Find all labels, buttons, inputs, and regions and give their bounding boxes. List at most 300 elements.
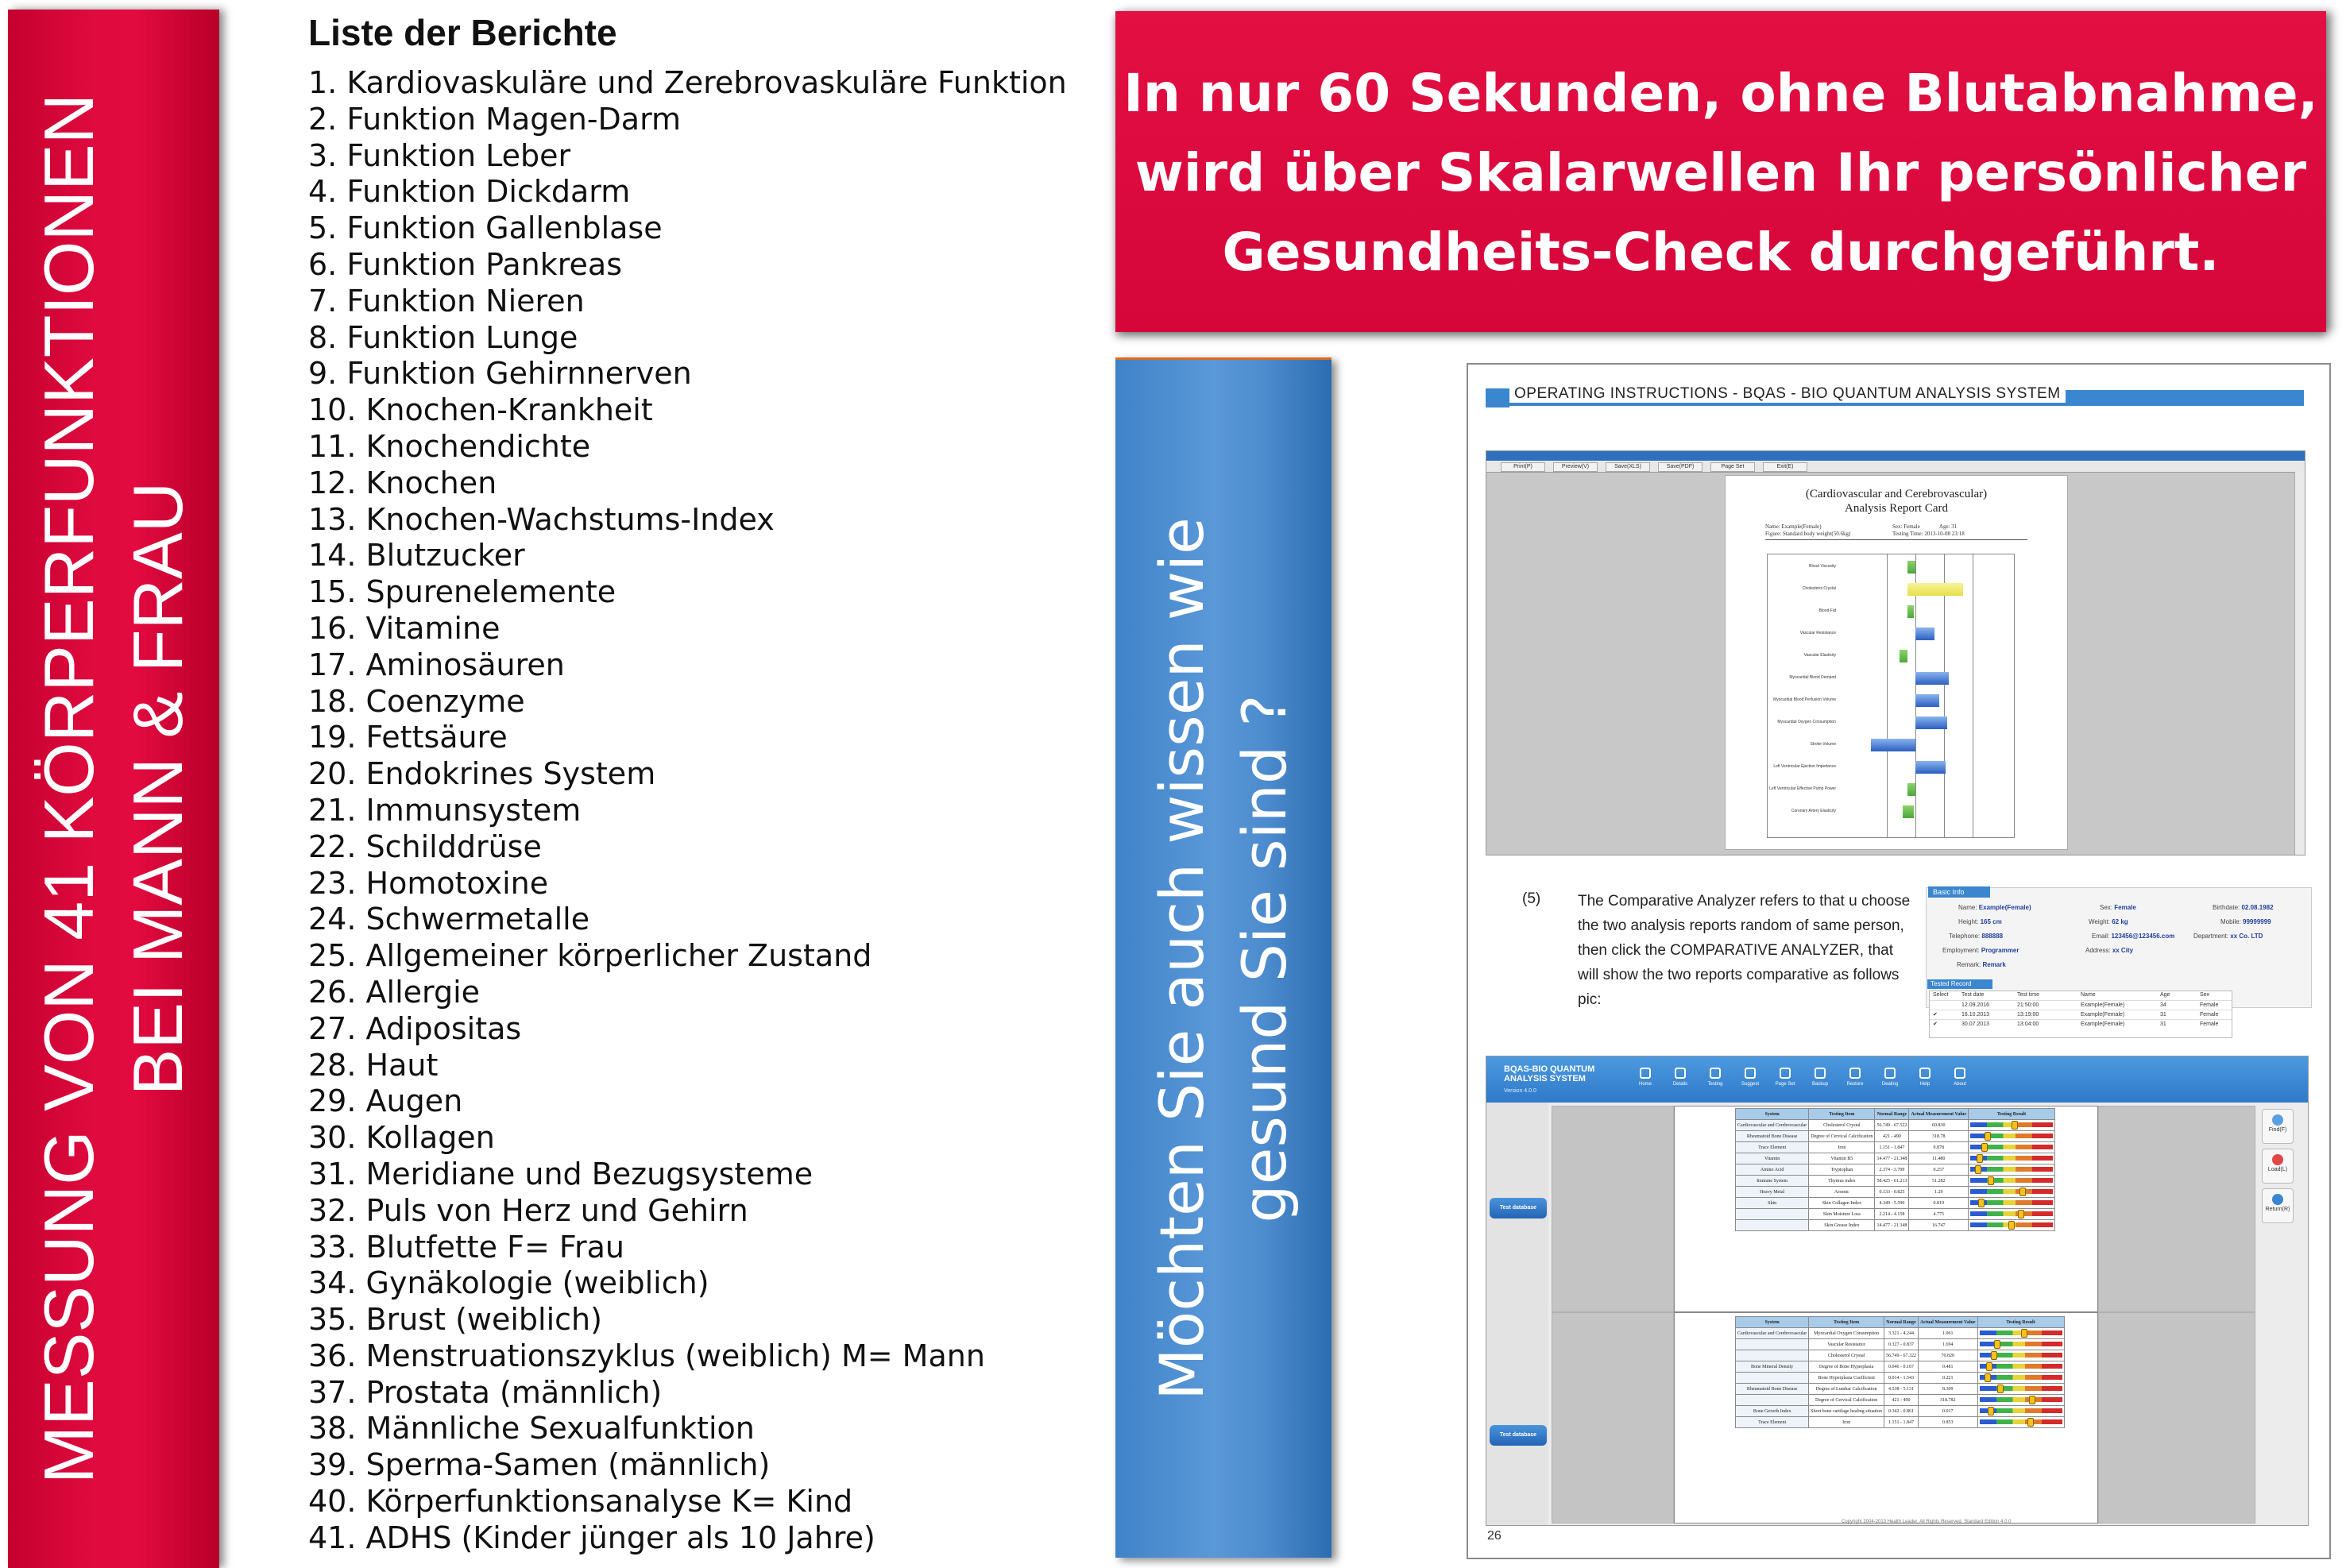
tested-record-cell: Example(Female) xyxy=(2081,1002,2125,1008)
headline-line1: In nur 60 Sekunden, ohne Blutabnahme, xyxy=(1123,63,2318,124)
nav-item[interactable] xyxy=(1664,1068,1696,1087)
result-cell: 3.321 - 4.244 xyxy=(1884,1328,1918,1339)
result-cell: Degree of Cervical Calcification xyxy=(1809,1395,1884,1406)
result-gauge-cell xyxy=(1977,1328,2064,1339)
result-cell: 60.830 xyxy=(1909,1120,1969,1131)
result-cell: Skin Grease Index xyxy=(1809,1220,1875,1231)
chart-bar xyxy=(1907,783,1915,796)
result-cell: 0.133 - 0.825 xyxy=(1875,1187,1909,1198)
result-table-row xyxy=(1736,1395,2065,1406)
result-gauge xyxy=(1980,1408,2062,1413)
result-gauge xyxy=(1980,1364,2062,1369)
headline-line3: Gesundheits-Check durchgeführt. xyxy=(1222,222,2220,283)
result-cell: 0.481 xyxy=(1918,1361,1977,1373)
gauge-marker xyxy=(2019,1188,2026,1196)
tested-record-cell: Female xyxy=(2200,1002,2219,1008)
gauge-marker xyxy=(1977,1154,1983,1163)
result-cell: 0.342 - 0.861 xyxy=(1884,1406,1918,1417)
result-cell: 421 - 490 xyxy=(1884,1395,1918,1406)
info-birthdate: Birthdate: 02.08.1982 xyxy=(2213,904,2274,911)
result-table-row xyxy=(1736,1164,2055,1176)
app-copyright: Copyright 2004-2013 Health Leader. All Rights Reserved. Standard Edition 4.0.0 xyxy=(1842,1520,2012,1524)
chart-row-label: Cholesterol Crystal xyxy=(1802,586,1836,591)
chart-bar xyxy=(1907,561,1915,574)
chart-row-label: Left Ventricular Effective Pump Power xyxy=(1769,786,1836,791)
result-gauge-cell xyxy=(1969,1153,2055,1164)
toolbar-button[interactable]: Exit(E) xyxy=(1763,462,1807,472)
preview-scrollbar[interactable] xyxy=(2294,472,2305,855)
tested-record-header: Name xyxy=(2081,992,2096,998)
nav-label: Page Set xyxy=(1775,1082,1795,1087)
result-gauge xyxy=(1970,1222,2053,1227)
result-cell: Bone Hyperplasia Coefficient xyxy=(1809,1373,1884,1384)
left-banner-line2: BEI MANN & FRAU xyxy=(118,481,197,1096)
tested-record-cell: 21:50:00 xyxy=(2017,1002,2039,1008)
info-height: Height: 165 cm xyxy=(1958,918,2002,925)
result-column-header: Normal Range xyxy=(1884,1317,1918,1328)
result-cell: 0.853 xyxy=(1918,1417,1977,1428)
report-list xyxy=(308,65,1067,1557)
report-list-item: 14. Blutzucker xyxy=(308,538,525,574)
left-vertical-banner xyxy=(8,10,219,1568)
report-list-item: 25. Allgemeiner körperlicher Zustand xyxy=(308,938,872,974)
gauge-marker xyxy=(1997,1385,2004,1393)
right-action-column xyxy=(2255,1103,2308,1525)
tested-record-cell: Female xyxy=(2200,1012,2219,1018)
toolbar-button[interactable]: Preview(V) xyxy=(1553,462,1598,472)
chart-row-label: Vascular Resistance xyxy=(1799,631,1836,635)
result-cell: Vascular Resistance xyxy=(1809,1339,1884,1350)
result-cell: 8.309 xyxy=(1918,1384,1977,1395)
result-table-row xyxy=(1736,1209,2055,1220)
tested-record-row[interactable] xyxy=(1930,1010,2232,1019)
left-sidebar xyxy=(1486,1103,1548,1525)
report-list-item: 40. Körperfunktionsanalyse K= Kind xyxy=(308,1484,853,1520)
chart-row-label: Myocardial Oxygen Consumption xyxy=(1777,720,1836,724)
result-cell: 0.046 - 0.167 xyxy=(1884,1361,1918,1373)
result-gauge-cell xyxy=(1969,1176,2055,1187)
app-title-line2: ANALYSIS SYSTEM xyxy=(1504,1074,1586,1083)
gauge-marker xyxy=(1994,1340,2000,1349)
result-gauge xyxy=(1980,1419,2062,1424)
chart-row-label: Stroke Volume xyxy=(1810,742,1836,747)
result-gauge-cell xyxy=(1969,1187,2055,1198)
result-cell: 0.017 xyxy=(1918,1406,1977,1417)
result-table-row xyxy=(1736,1328,2065,1339)
result-cell: 1.694 xyxy=(1918,1339,1977,1350)
result-cell: 4.349 - 5.590 xyxy=(1875,1198,1909,1209)
nav-label: Backup xyxy=(1811,1082,1828,1087)
page-header-marker xyxy=(1486,388,1509,407)
result-cell: 318.782 xyxy=(1918,1395,1977,1406)
left-banner-line1: MESSUNG VON 41 KÖRPERFUNKTIONEN xyxy=(29,93,108,1485)
chart-bar xyxy=(1903,805,1914,818)
gauge-marker xyxy=(2029,1396,2035,1404)
result-table-row xyxy=(1736,1198,2055,1209)
result-table-1 xyxy=(1735,1108,2055,1231)
result-column-header: Testing Item xyxy=(1809,1317,1884,1328)
result-cell: 0.819 xyxy=(1909,1198,1969,1209)
nav-item[interactable] xyxy=(1734,1068,1766,1087)
chart-row-label: Blood Viscosity xyxy=(1809,564,1836,569)
report-list-item: 32. Puls von Herz und Gehirn xyxy=(308,1192,748,1228)
nav-label: Dealing xyxy=(1881,1082,1899,1087)
report-list-item: 37. Prostata (männlich) xyxy=(308,1374,663,1410)
tested-record-header: Sex xyxy=(2200,992,2210,998)
gauge-marker xyxy=(1986,1362,1992,1371)
result-gauge-cell xyxy=(1977,1350,2064,1361)
report-list-item: 4. Funktion Dickdarm xyxy=(308,174,631,210)
result-gauge-cell xyxy=(1969,1131,2055,1142)
gauge-marker xyxy=(1985,1373,1991,1382)
result-table-row xyxy=(1736,1220,2055,1231)
result-cell: 4.538 - 5.131 xyxy=(1884,1384,1918,1395)
result-cell: Immune System xyxy=(1736,1176,1809,1187)
report-title xyxy=(1726,487,2067,516)
report-bar-chart xyxy=(1767,554,2015,838)
report-list-item: 38. Männliche Sexualfunktion xyxy=(308,1411,755,1446)
report-list-item: 19. Fettsäure xyxy=(308,720,508,755)
result-cell: 2.374 - 3.709 xyxy=(1875,1164,1909,1176)
gauge-marker xyxy=(2021,1329,2027,1338)
report-list-item: 33. Blutfette F= Frau xyxy=(308,1229,624,1265)
toolbar-button[interactable]: Save(XLS) xyxy=(1606,462,1650,472)
nav-item[interactable] xyxy=(1629,1068,1661,1087)
result-gauge xyxy=(1970,1134,2053,1138)
result-cell: 421 - 490 xyxy=(1875,1131,1909,1142)
result-cell: 0.878 xyxy=(1909,1142,1969,1153)
report-list-item: 29. Augen xyxy=(308,1083,463,1119)
nav-icon xyxy=(1849,1068,1861,1079)
info-address: Address: xx City xyxy=(2085,947,2134,954)
gauge-marker xyxy=(2012,1121,2018,1130)
result-gauge xyxy=(1970,1122,2053,1127)
result-table-row xyxy=(1736,1187,2055,1198)
result-cell: Vitamin B5 xyxy=(1809,1153,1875,1164)
chart-bar xyxy=(1915,716,1947,729)
result-column-header: Testing Result xyxy=(1969,1109,2055,1120)
result-table-row xyxy=(1736,1361,2065,1373)
result-column-header: System xyxy=(1736,1109,1809,1120)
test-database-button-1[interactable]: Test database xyxy=(1490,1198,1547,1218)
report-list-item: 22. Schilddrüse xyxy=(308,828,542,864)
result-table-2 xyxy=(1735,1316,2065,1428)
result-gauge xyxy=(1970,1211,2053,1216)
comparative-analyzer-screenshot xyxy=(1486,1056,2309,1526)
info-mobile: Mobile: 99999999 xyxy=(2220,918,2271,925)
chart-row-label: Vascular Elasticity xyxy=(1803,653,1836,658)
chart-row-label: Left Ventricular Ejection Impedance xyxy=(1773,764,1836,769)
result-cell xyxy=(1736,1373,1809,1384)
result-cell: Heavy Metal xyxy=(1736,1187,1809,1198)
gauge-marker xyxy=(1978,1199,1985,1207)
result-cell: 16.747 xyxy=(1909,1220,1969,1231)
nav-label: Suggest xyxy=(1741,1082,1760,1087)
nav-item[interactable] xyxy=(1909,1068,1941,1087)
chart-row-label: Blood Fat xyxy=(1818,608,1836,613)
report-list-item: 21. Immunsystem xyxy=(308,792,582,828)
nav-item[interactable] xyxy=(1804,1068,1836,1087)
gauge-marker xyxy=(1975,1165,1981,1174)
chart-bar xyxy=(1915,672,1949,685)
tested-record-header: Test date xyxy=(1961,992,1985,998)
result-table-header xyxy=(1736,1109,2055,1120)
tested-record-cell: 34 xyxy=(2160,1002,2166,1008)
result-gauge-cell xyxy=(1969,1198,2055,1209)
report-list-item: 2. Funktion Magen-Darm xyxy=(308,101,682,137)
result-gauge-cell xyxy=(1977,1417,2064,1428)
chart-row-label: Myocardial Blood Demand xyxy=(1789,675,1836,680)
result-gauge xyxy=(1980,1386,2062,1391)
nav-label: About xyxy=(1954,1082,1966,1087)
toolbar-button[interactable]: Print(P) xyxy=(1501,462,1545,472)
chart-gridline xyxy=(1887,554,1888,837)
nav-item[interactable] xyxy=(1769,1068,1801,1087)
report-list-item: 13. Knochen-Wachstums-Index xyxy=(308,501,775,537)
result-cell: 4.775 xyxy=(1909,1209,1969,1220)
report-list-item: 23. Homotoxine xyxy=(308,865,549,901)
report-list-item: 6. Funktion Pankreas xyxy=(308,246,622,282)
result-gauge-cell xyxy=(1969,1164,2055,1176)
chart-bar xyxy=(1907,583,1963,596)
report-list-item: 3. Funktion Leber xyxy=(308,137,571,173)
test-database-button-2[interactable]: Test database xyxy=(1490,1425,1547,1446)
step-number: (5) xyxy=(1522,890,1541,907)
blue-banner-line2: gesund Sie sind ? xyxy=(1229,694,1300,1223)
tested-record-cell: 12.09.2016 xyxy=(1961,1002,1990,1008)
report-paper xyxy=(1725,475,2068,850)
result-gauge xyxy=(1980,1330,2062,1335)
report-list-item: 27. Adipositas xyxy=(308,1010,522,1046)
result-column-header: Actual Measurement Value xyxy=(1909,1109,1969,1120)
result-cell: 0.257 xyxy=(1909,1164,1969,1176)
chart-bar xyxy=(1907,605,1914,618)
tested-record-row[interactable] xyxy=(1930,1019,2232,1029)
report-list-item: 35. Brust (weiblich) xyxy=(308,1302,602,1338)
tested-record-header: Age xyxy=(2160,992,2170,998)
result-cell: 2.214 - 4.158 xyxy=(1875,1209,1909,1220)
app-version: Version 4.0.0 xyxy=(1504,1088,1536,1094)
nav-icon xyxy=(1780,1068,1791,1079)
gauge-marker xyxy=(1988,1407,1994,1415)
result-cell: 56.749 - 67.322 xyxy=(1884,1350,1918,1361)
nav-item[interactable] xyxy=(1874,1068,1906,1087)
result-cell: Degree of Lumbar Calcification xyxy=(1809,1384,1884,1395)
app-title xyxy=(1504,1064,1594,1083)
tested-record-tab[interactable]: Tested Record xyxy=(1927,979,1992,989)
report-list-item: 41. ADHS (Kinder jünger als 10 Jahre) xyxy=(308,1520,875,1555)
headline-banner xyxy=(1115,11,2326,332)
result-cell: 1.061 xyxy=(1918,1328,1977,1339)
result-gauge xyxy=(1980,1353,2062,1358)
return-button[interactable]: Return(R) xyxy=(2262,1188,2294,1223)
gauge-marker xyxy=(2018,1210,2024,1218)
find-button[interactable]: Find(F) xyxy=(2262,1109,2294,1144)
info-department: Department: xx Co. LTD xyxy=(2193,933,2263,940)
toolbar-button[interactable]: Save(PDF) xyxy=(1658,462,1702,472)
tested-record-cell: 16.10.2013 xyxy=(1961,1012,1990,1018)
report-list-item: 39. Sperma-Samen (männlich) xyxy=(308,1447,771,1483)
result-cell: 56.749 - 67.522 xyxy=(1875,1120,1909,1131)
result-cell: Degree of Bone Hyperplasia xyxy=(1809,1361,1884,1373)
chart-bar xyxy=(1900,650,1907,662)
step-text: The Comparative Analyzer refers to that u choose the two analysis reports random of same person, then click the COMPARATIVE ANALYZER, that will show the two reports comparative as follows pic: xyxy=(1578,893,1911,1008)
result-cell: 1.29 xyxy=(1909,1187,1969,1198)
report-list-item: 24. Schwermetalle xyxy=(308,902,590,937)
result-cell: 51.282 xyxy=(1909,1176,1969,1187)
tested-record-cell: 31 xyxy=(2160,1022,2166,1027)
page-header-title: OPERATING INSTRUCTIONS - BQAS - BIO QUANTUM ANALYSIS SYSTEM xyxy=(1509,385,2066,403)
result-cell xyxy=(1736,1339,1809,1350)
report-list-item: 16. Vitamine xyxy=(308,610,501,646)
result-column-header: Normal Range xyxy=(1875,1109,1909,1120)
nav-item[interactable] xyxy=(1699,1068,1731,1087)
report-list-item: 26. Allergie xyxy=(308,974,481,1010)
result-column-header: System xyxy=(1736,1317,1809,1328)
result-gauge-cell xyxy=(1969,1220,2055,1231)
gauge-marker xyxy=(1988,1176,1994,1185)
gauge-marker xyxy=(2027,1418,2034,1427)
gauge-marker xyxy=(2008,1221,2015,1230)
report-list-item: 1. Kardiovaskuläre und Zerebrovaskuläre Funktion xyxy=(308,65,1067,100)
result-gauge-cell xyxy=(1969,1120,2055,1131)
toolbar-button[interactable]: Page Set xyxy=(1710,462,1755,472)
gauge-marker xyxy=(1985,1132,1991,1141)
result-column-header: Testing Result xyxy=(1977,1317,2064,1328)
result-cell: 14.477 - 21.348 xyxy=(1875,1220,1909,1231)
info-weight: Weight: 62 kg xyxy=(2089,918,2128,925)
result-column-header: Actual Measurement Value xyxy=(1918,1317,1977,1328)
right-panel-area-1 xyxy=(2098,1106,2255,1312)
info-email: Email: 123456@123456.com xyxy=(2092,933,2175,940)
chart-bar xyxy=(1915,628,1934,640)
info-sex: Sex: Female xyxy=(2100,904,2136,911)
report-list-item: 17. Aminosäuren xyxy=(308,647,565,682)
result-gauge xyxy=(1970,1167,2053,1172)
report-list-item: 10. Knochen-Krankheit xyxy=(308,392,653,428)
find-icon xyxy=(2272,1114,2283,1126)
report-preview-screenshot xyxy=(1486,450,2305,855)
report-list-item: 28. Haut xyxy=(308,1047,439,1083)
load-button[interactable]: Load(L) xyxy=(2262,1149,2294,1184)
report-list-item: 5. Funktion Gallenblase xyxy=(308,210,663,246)
record-select-checkbox[interactable]: ✔ xyxy=(1933,1012,1938,1018)
result-cell: Amino Acid xyxy=(1736,1164,1809,1176)
nav-label: Help xyxy=(1919,1082,1931,1087)
result-cell: Cholesterol Crystal xyxy=(1809,1120,1875,1131)
report-meta-right: Sex: Female Age: 31 Testing Time: 2013-10-08 23:18 xyxy=(1892,523,1965,537)
nav-item[interactable] xyxy=(1944,1068,1976,1087)
result-cell: 0.014 - 1.543 xyxy=(1884,1373,1918,1384)
result-cell: Bone Growth Index xyxy=(1736,1406,1809,1417)
result-gauge-cell xyxy=(1977,1373,2064,1384)
result-cell: 1.151 - 1.847 xyxy=(1875,1142,1909,1153)
record-select-checkbox[interactable]: ✔ xyxy=(1933,1022,1938,1027)
nav-label: Restore xyxy=(1846,1082,1864,1087)
result-cell: Bone Mineral Density xyxy=(1736,1361,1809,1373)
report-list-item: 36. Menstruationszyklus (weiblich) M= Mann xyxy=(308,1338,985,1373)
report-list-item: 20. Endokrines System xyxy=(308,756,656,792)
report-list-item: 12. Knochen xyxy=(308,465,497,500)
nav-icon xyxy=(1675,1068,1686,1079)
result-cell: 58.425 - 61.213 xyxy=(1875,1176,1909,1187)
result-cell: Skin xyxy=(1736,1198,1809,1209)
result-cell: Degree of Cervical Calcification xyxy=(1809,1131,1875,1142)
tested-record-row[interactable] xyxy=(1930,1000,2232,1010)
result-cell: Skin Collagen Index xyxy=(1809,1198,1875,1209)
result-cell: 0.327 - 0.837 xyxy=(1884,1339,1918,1350)
result-gauge xyxy=(1970,1156,2053,1161)
left-banner-text xyxy=(25,50,203,1527)
chart-bar xyxy=(1915,761,1946,774)
result-gauge xyxy=(1980,1397,2062,1402)
tested-record-cell: Example(Female) xyxy=(2081,1022,2125,1027)
tested-record-table xyxy=(1929,991,2232,1038)
report-list-item: 34. Gynäkologie (weiblich) xyxy=(308,1265,709,1301)
result-table-row xyxy=(1736,1406,2065,1417)
info-employment: Employment: Programmer xyxy=(1942,947,2019,954)
basic-info-tab[interactable]: Basic Info xyxy=(1928,886,1990,898)
nav-icon xyxy=(1954,1068,1965,1079)
result-cell xyxy=(1736,1350,1809,1361)
result-gauge xyxy=(1970,1189,2053,1194)
result-column-header: Testing Item xyxy=(1809,1109,1875,1120)
report-list-item: 8. Funktion Lunge xyxy=(308,319,578,355)
result-cell: 14.477 - 21.348 xyxy=(1875,1153,1909,1164)
blue-banner-text xyxy=(1141,379,1306,1539)
result-gauge xyxy=(1970,1200,2053,1205)
result-cell: Short bone cartilage healing situation xyxy=(1809,1406,1884,1417)
report-list-item: 15. Spurenelemente xyxy=(308,574,616,610)
nav-item[interactable] xyxy=(1839,1068,1871,1087)
result-table-row xyxy=(1736,1142,2055,1153)
result-gauge-cell xyxy=(1977,1384,2064,1395)
nav-icon xyxy=(1815,1068,1826,1079)
result-cell: Myocardial Oxygen Consumption xyxy=(1809,1328,1884,1339)
tested-record-cell: Example(Female) xyxy=(2081,1012,2125,1018)
left-panel-area-2 xyxy=(1552,1312,1674,1524)
manual-page xyxy=(1467,363,2331,1559)
nav-icon xyxy=(1640,1068,1651,1079)
result-cell: Cardiovascular and Cerebrovascular xyxy=(1736,1120,1809,1131)
report-title-line2: Analysis Report Card xyxy=(1845,502,1948,515)
app-header xyxy=(1486,1056,2308,1103)
nav-icon xyxy=(1884,1068,1896,1079)
result-table-row xyxy=(1736,1131,2055,1142)
report-title-line1: (Cardiovascular and Cerebrovascular) xyxy=(1805,488,1988,500)
window-titlebar xyxy=(1486,451,2305,461)
tested-record-header: Select xyxy=(1933,992,1949,998)
result-table-row xyxy=(1736,1373,2065,1384)
gauge-marker xyxy=(1981,1143,1988,1152)
nav-label: Testing xyxy=(1707,1082,1723,1087)
report-list-item: 31. Meridiane und Bezugsysteme xyxy=(308,1156,814,1191)
result-cell: 70.820 xyxy=(1918,1350,1977,1361)
result-cell: Thymus index xyxy=(1809,1176,1875,1187)
result-gauge-cell xyxy=(1969,1209,2055,1220)
result-gauge xyxy=(1980,1375,2062,1380)
report-list-heading: Liste der Berichte xyxy=(308,12,617,53)
result-cell xyxy=(1736,1209,1809,1220)
result-cell: Trace Element xyxy=(1736,1417,1809,1428)
result-table-1-panel xyxy=(1674,1106,2098,1312)
tested-record-cell: 13:19:00 xyxy=(2017,1012,2039,1018)
result-table-row xyxy=(1736,1153,2055,1164)
result-cell: Cholesterol Crystal xyxy=(1809,1350,1884,1361)
result-table-2-panel xyxy=(1674,1312,2098,1524)
result-cell: Vitamin xyxy=(1736,1153,1809,1164)
result-cell: 1.151 - 1.847 xyxy=(1884,1417,1918,1428)
